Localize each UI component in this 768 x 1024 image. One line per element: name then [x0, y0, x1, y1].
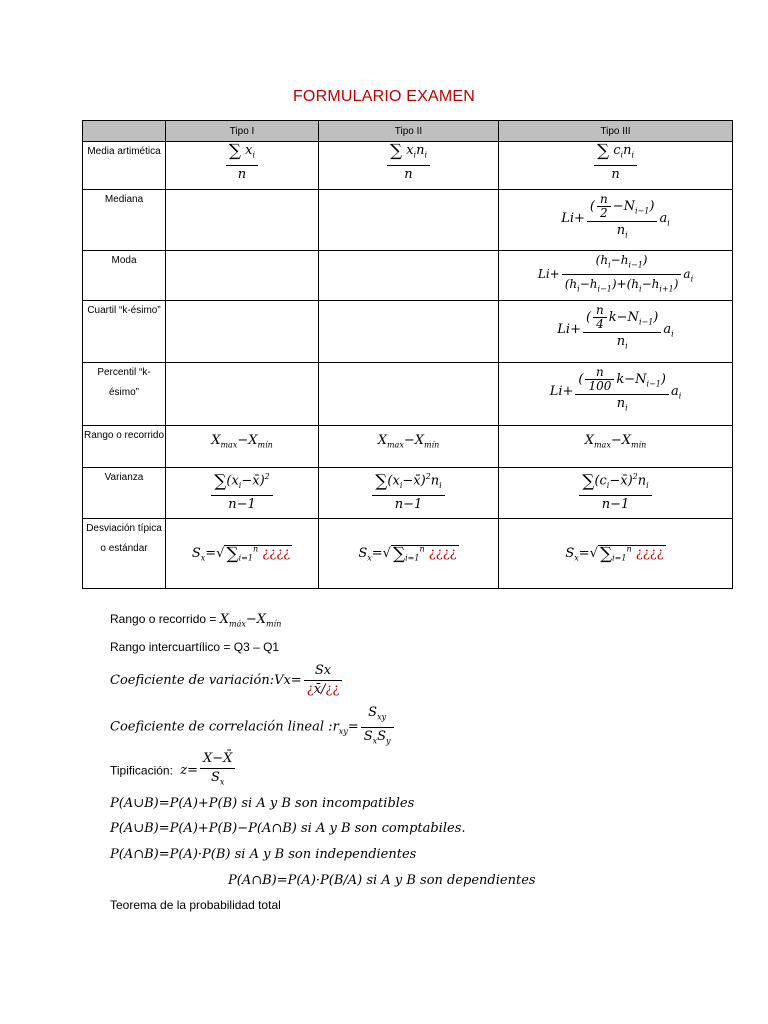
formula-percentil-tipo-3: Li+ ( $\frac{n}{100}$ $k-N_{i-1}$) $n_i$ $a_i$: [499, 363, 733, 426]
formula-tipificacion: Tipificación: z= $\frac{X-X̄}{S_x}$: [110, 750, 237, 792]
formula-media-tipo-1: $\frac{\sum x_i}{n}$: [166, 142, 319, 190]
table-row: [83, 468, 733, 519]
empty-cell: [166, 251, 319, 301]
table-row: [83, 251, 733, 301]
formula-table: [82, 120, 733, 589]
formula-prob-dependientes: P(A∩B)=P(A)·P(B/A) si A y B son dependientes: [228, 873, 536, 888]
formula-coef-correlacion: Coeficiente de correlación lineal $:r_{xy}=$ $\frac{S_{xy}}{S_xS_y}$: [110, 704, 396, 750]
formula-rango-tipo-1: $X_{max}-X_{mín}$: [166, 426, 319, 468]
formula-media-tipo-3: $\frac{\sum c_in_i}{n}$: [499, 142, 733, 190]
row-label-moda: Moda: [83, 251, 166, 301]
empty-cell: [319, 251, 499, 301]
header-tipo-2: Tipo II: [319, 121, 499, 142]
formula-desviacion-tipo-2: $S_x=√$ $\sum_{i=1}^n$ ¿¿¿¿: [319, 519, 499, 589]
formula-varianza-tipo-2: $\frac{\sum(x_i-x̄)^2n_i}{n-1}$: [319, 468, 499, 519]
row-label-cuartil: Cuartil “k-ésimo”: [83, 301, 166, 363]
empty-cell: [166, 301, 319, 363]
header-tipo-1: Tipo I: [166, 121, 319, 142]
formula-varianza-tipo-1: $\frac{\sum(x_i-x̄)^2}{n-1}$: [166, 468, 319, 519]
formula-varianza-tipo-3: $\frac{\sum(c_i-x̄)^2n_i}{n-1}$: [499, 468, 733, 519]
formula-coef-variacion: Coeficiente de variación:Vx= $\frac{Sx}{¿x̄/¿¿}$: [110, 662, 344, 699]
formula-media-tipo-2: $\frac{\sum x_in_i}{n}$: [319, 142, 499, 190]
table-row: [83, 519, 733, 589]
table-row: [83, 426, 733, 468]
table-row: [83, 142, 733, 190]
row-label-desviacion: Desviación típica o estándar: [83, 519, 166, 589]
formula-moda-tipo-3: Li+ $\frac{(h_i-h_{i-1})}{(h_i-h_{i-1})+(h_i-h_{i+1})}$ $a_i$: [499, 251, 733, 301]
formula-prob-union-compatibles: P(A∪B)=P(A)+P(B)−P(A∩B) si A y B son comptabiles.: [110, 821, 466, 836]
formula-rango-tipo-3: $X_{max}-X_{mín}$: [499, 426, 733, 468]
table-header-row: [83, 121, 733, 142]
formula-cuartil-tipo-3: Li+ ( $\frac{n}{4}$ $k-N_{i-1}$) $n_i$ $a_i$: [499, 301, 733, 363]
row-label-mediana: Mediana: [83, 190, 166, 251]
header-tipo-3: Tipo III: [499, 121, 733, 142]
row-label-rango: Rango o recorrido: [83, 426, 166, 468]
row-label-varianza: Varianza: [83, 468, 166, 519]
empty-cell: [319, 190, 499, 251]
note-rango: Rango o recorrido = $X_{máx}-X_{mín}$: [110, 612, 282, 629]
table-row: [83, 190, 733, 251]
formula-desviacion-tipo-3: $S_x=√$ $\sum_{i=1}^n$ ¿¿¿¿: [499, 519, 733, 589]
row-label-media: Media artimética: [83, 142, 166, 190]
empty-cell: [166, 190, 319, 251]
formula-prob-union-incompatibles: P(A∪B)=P(A)+P(B) si A y B son incompatibles: [110, 796, 415, 811]
note-teorema: Teorema de la probabilidad total: [110, 898, 281, 912]
empty-cell: [319, 301, 499, 363]
formula-mediana-tipo-3: Li+ ( $\frac{n}{2}$ $-N_{i-1}$) $n_i$ $a_i$: [499, 190, 733, 251]
empty-cell: [166, 363, 319, 426]
formula-rango-tipo-2: $X_{max}-X_{mín}$: [319, 426, 499, 468]
note-intercuartilico: Rango intercuartílico = Q3 – Q1: [110, 640, 280, 654]
empty-cell: [319, 363, 499, 426]
header-empty: [83, 121, 166, 142]
table-row: [83, 301, 733, 363]
row-label-percentil: Percentil “k-ésimo”: [83, 363, 166, 426]
formula-desviacion-tipo-1: $S_x=√$ $\sum_{i=1}^n$ ¿¿¿¿: [166, 519, 319, 589]
table-row: [83, 363, 733, 426]
page-title: FORMULARIO EXAMEN: [292, 88, 476, 105]
formula-prob-independientes: P(A∩B)=P(A)·P(B) si A y B son independientes: [110, 847, 417, 862]
